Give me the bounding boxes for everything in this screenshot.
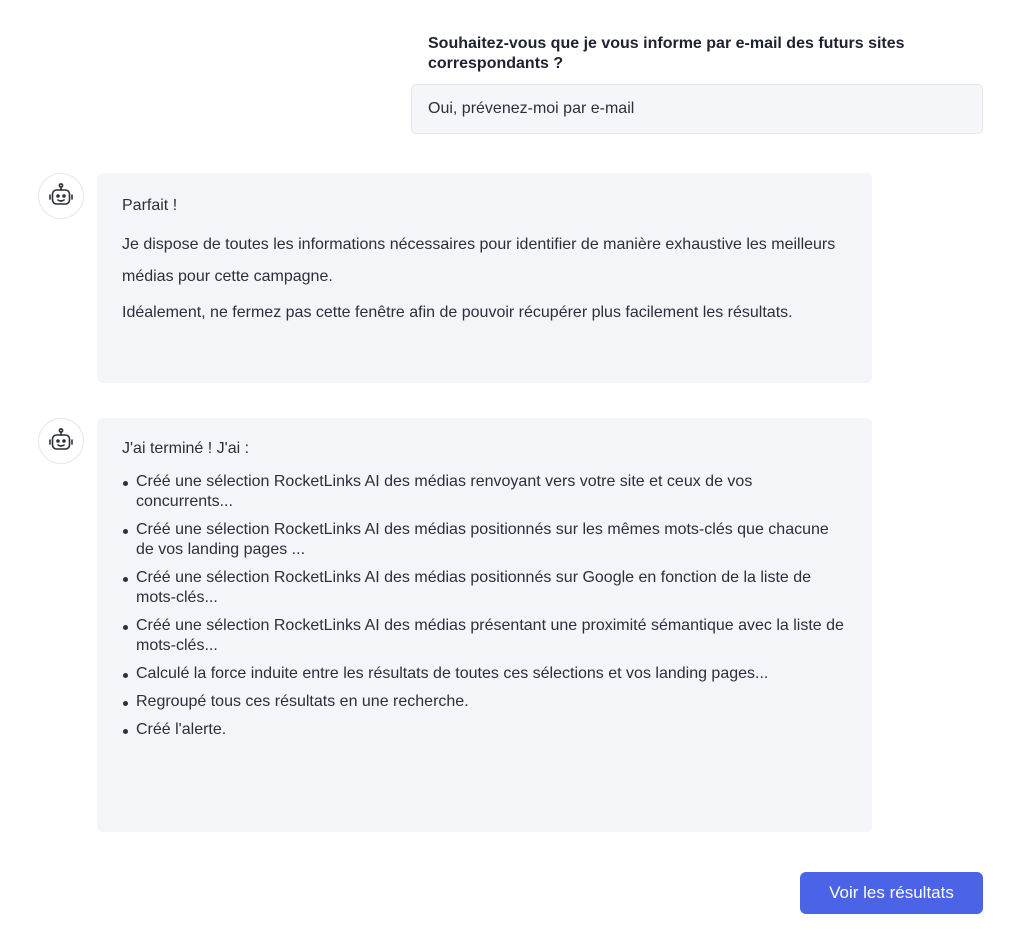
message-paragraph: Je dispose de toutes les informations nécessaires pour identifier de manière exhaustive les meilleurs médias pour cette campagne. — [122, 236, 836, 285]
message-bubble — [97, 173, 872, 383]
user-question: Souhaitez-vous que je vous informe par e-mail des futurs sites correspondants ? — [428, 35, 905, 72]
task-list-item: Créé une sélection RocketLinks AI des médias présentant une proximité sémantique avec la liste de mots-clés... — [122, 616, 847, 656]
user-reply-block — [411, 34, 983, 134]
message-paragraph: Idéalement, ne fermez pas cette fenêtre afin de pouvoir récupérer plus facilement les résultats. — [122, 304, 793, 321]
robot-icon — [49, 428, 73, 454]
task-list-item: Calculé la force induite entre les résultats de toutes ces sélections et vos landing pages... — [122, 664, 847, 684]
task-list-item: Créé l'alerte. — [122, 720, 847, 740]
task-list-item: Créé une sélection RocketLinks AI des médias positionnés sur Google en fonction de la liste de mots-clés... — [122, 568, 847, 608]
message-bubble — [97, 418, 872, 832]
task-list-item: Créé une sélection RocketLinks AI des médias renvoyant vers votre site et ceux de vos concurrents... — [122, 472, 847, 512]
task-list-item: Regroupé tous ces résultats en une recherche. — [122, 692, 847, 712]
task-list-item: Créé une sélection RocketLinks AI des médias positionnés sur les mêmes mots-clés que chacune de vos landing pages ... — [122, 520, 847, 560]
task-list — [122, 472, 847, 740]
robot-icon — [49, 183, 73, 209]
view-results-button[interactable]: Voir les résultats — [800, 872, 983, 914]
message-paragraph: Parfait ! — [122, 197, 178, 214]
bot-avatar — [38, 418, 84, 464]
bot-avatar — [38, 173, 84, 219]
message-intro: J'ai terminé ! J'ai : — [122, 440, 250, 457]
user-answer: Oui, prévenez-moi par e-mail — [411, 84, 983, 134]
